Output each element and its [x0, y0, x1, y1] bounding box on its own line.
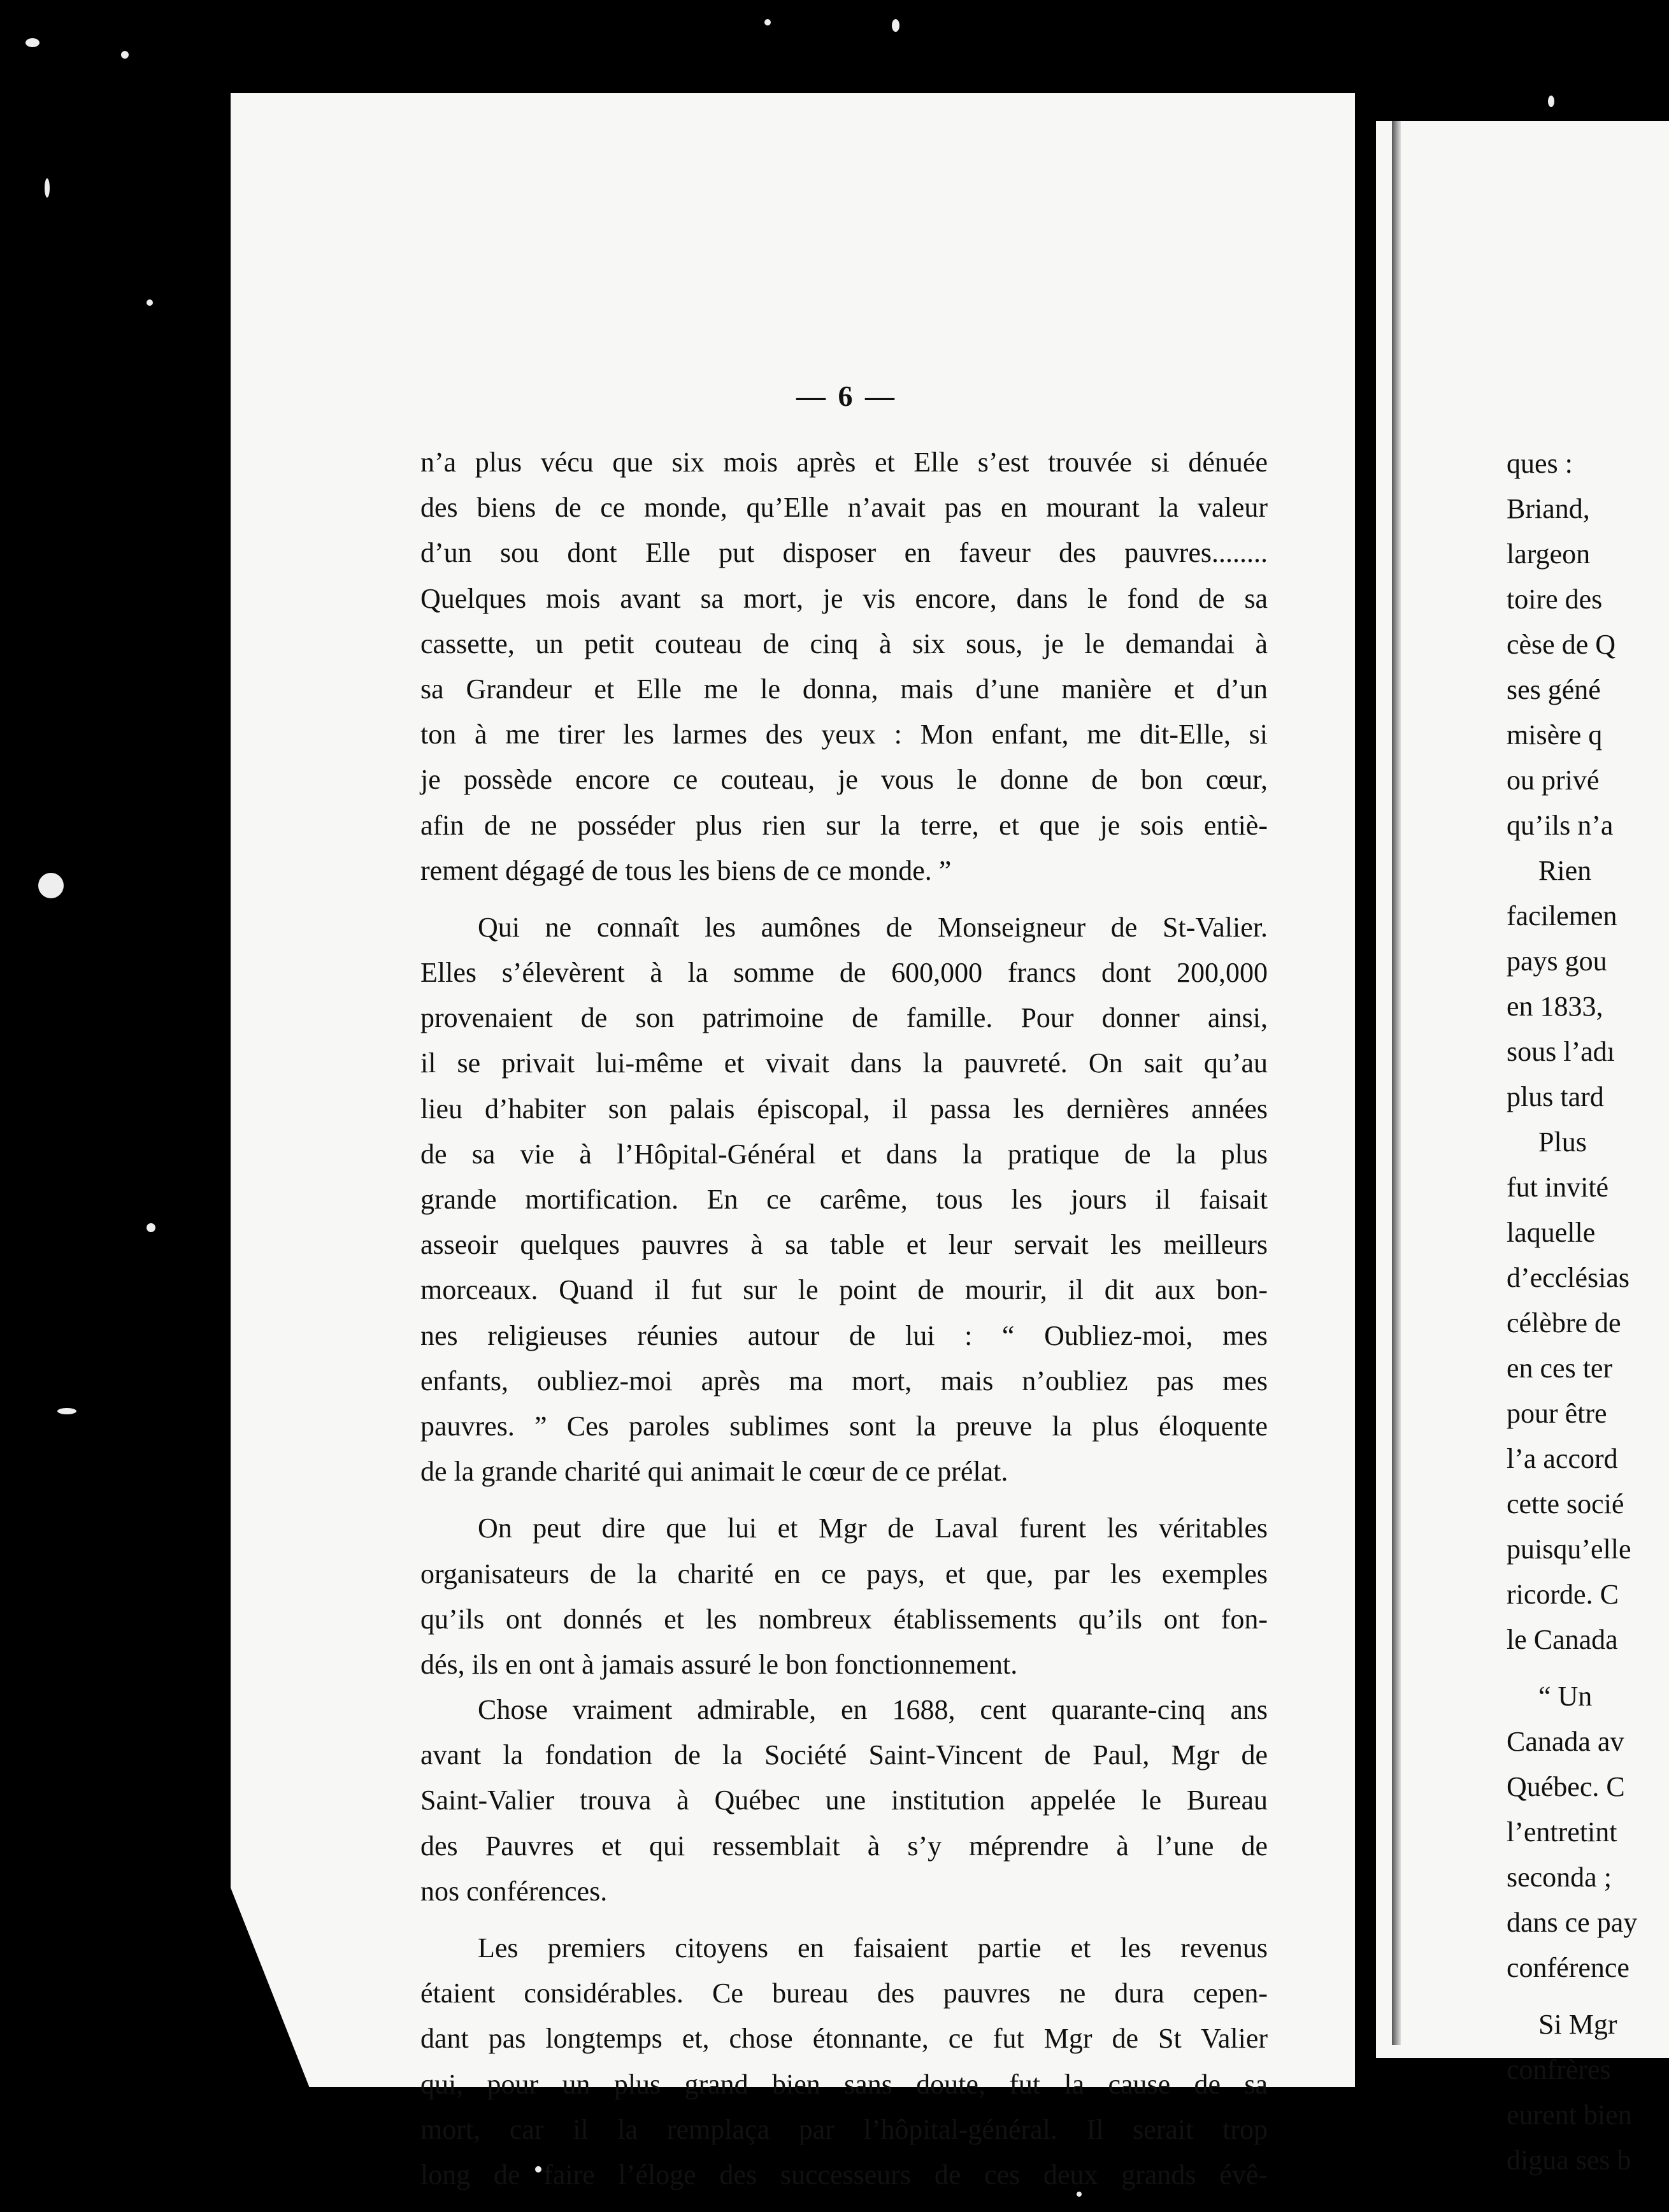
text-line: célèbre de [1507, 1307, 1621, 1339]
text-line: qu’ils n’a [1507, 810, 1614, 841]
text-line [420, 893, 1268, 905]
text-line: des biens de ce monde, qu’Elle n’avait pas en mourant la valeur [420, 492, 1268, 524]
text-line: “ Un [1538, 1681, 1593, 1712]
text-line: misère q [1507, 719, 1603, 750]
text-line: ques : [1507, 448, 1573, 479]
text-line: sous l’adı [1507, 1036, 1615, 1067]
text-line: Canada av [1507, 1726, 1624, 1757]
text-line: pauvres. ” Ces paroles sublimes sont la preuve la plus éloquente [420, 1410, 1268, 1442]
text-line: Chose vraiment admirable, en 1688, cent quarante-cinq ans [478, 1694, 1268, 1726]
text-line: pour être [1507, 1398, 1607, 1429]
text-line [1507, 1662, 1659, 1674]
film-speck [57, 1408, 76, 1414]
text-line: ou privé [1507, 765, 1600, 796]
film-speck [25, 38, 39, 47]
text-line: de la grande charité qui animait le cœur de ce prélat. [420, 1456, 1008, 1488]
text-line: étaient considérables. Ce bureau des pauvres ne dura cepen- [420, 1978, 1268, 2009]
text-line: Saint-Valier trouva à Québec une institution appelée le Bureau [420, 1785, 1268, 1816]
text-line: sa Grandeur et Elle me le donna, mais d’une manière et d’un [420, 673, 1268, 705]
text-line: morceaux. Quand il fut sur le point de mourir, il dit aux bon- [420, 1274, 1268, 1306]
left-page-text [420, 440, 1268, 2197]
text-line: de sa vie à l’Hôpital-Général et dans la pratique de la plus [420, 1138, 1268, 1170]
text-line: il se privait lui-même et vivait dans la pauvreté. On sait qu’au [420, 1047, 1268, 1079]
text-line: dés, ils en ont à jamais assuré le bon fonctionnement. [420, 1648, 1018, 1680]
text-line: Québec. C [1507, 1771, 1625, 1802]
text-line: Plus [1538, 1126, 1587, 1158]
text-line: cette socié [1507, 1488, 1624, 1519]
text-line: mort, car il la remplaça par l’hôpital-général. Il serait trop [420, 2113, 1268, 2145]
text-line: laquelle [1507, 1217, 1596, 1248]
film-speck [147, 1223, 155, 1232]
text-line: afin de ne posséder plus rien sur la terre, et que je sois entiè- [420, 809, 1268, 841]
text-line: plus tard [1507, 1081, 1604, 1112]
text-line: cèse de Q [1507, 629, 1616, 660]
text-line: toire des [1507, 584, 1603, 615]
page-gutter [1392, 121, 1401, 2045]
text-line: facilemen [1507, 900, 1617, 931]
text-line: lieu d’habiter son palais épiscopal, il passa les dernières années [420, 1093, 1268, 1124]
film-speck [1548, 96, 1554, 107]
film-speck [45, 178, 50, 198]
text-line: ricorde. C [1507, 1579, 1619, 1610]
text-line: des Pauvres et qui ressemblait à s’y méprendre à l’une de [420, 1830, 1268, 1862]
text-line: Briand, [1507, 493, 1590, 524]
text-line: en ces ter [1507, 1353, 1613, 1384]
film-speck [892, 19, 899, 32]
text-line: cassette, un petit couteau de cinq à six sous, je le demandai à [420, 628, 1268, 659]
text-line: Les premiers citoyens en faisaient partie et les revenus [478, 1932, 1268, 1964]
text-line: largeon [1507, 538, 1591, 570]
film-speck [38, 873, 64, 898]
right-page-text [1507, 441, 1659, 2176]
text-line: l’a accord [1507, 1443, 1618, 1474]
text-line: confrères [1507, 2054, 1611, 2085]
text-line: asseoir quelques pauvres à sa table et leur servait les meilleurs [420, 1229, 1268, 1261]
text-line: d’ecclésias [1507, 1262, 1630, 1293]
text-line: Quelques mois avant sa mort, je vis encore, dans le fond de sa [420, 582, 1268, 614]
text-line: qui, pour un plus grand bien sans doute, fut la cause de sa [420, 2068, 1268, 2100]
text-line [420, 1914, 1268, 1925]
text-line: n’a plus vécu que six mois après et Elle s’est trouvée si dénuée [420, 447, 1268, 478]
text-line: nes religieuses réunies autour de lui : “ Oubliez-moi, mes [420, 1319, 1268, 1351]
text-line: conférence [1507, 1952, 1630, 1983]
text-line [420, 1494, 1268, 1505]
text-line: Qui ne connaît les aumônes de Monseigneur de St-Valier. [478, 911, 1268, 943]
text-line: le Canada [1507, 1624, 1618, 1655]
text-line: provenaient de son patrimoine de famille. Pour donner ainsi, [420, 1002, 1268, 1034]
text-line: d’un sou dont Elle put disposer en faveur des pauvres........ [420, 537, 1268, 569]
text-line: rement dégagé de tous les biens de ce monde. ” [420, 854, 952, 886]
text-line [1507, 1990, 1659, 2002]
text-line: On peut dire que lui et Mgr de Laval furent les véritables [478, 1512, 1268, 1544]
text-line: ses géné [1507, 674, 1601, 705]
film-speck [121, 51, 129, 59]
text-line: Rien [1538, 855, 1592, 886]
text-line: Si Mgr [1538, 2009, 1617, 2040]
film-speck [764, 19, 771, 25]
text-line: dant pas longtemps et, chose étonnante, ce fut Mgr de St Valier [420, 2023, 1268, 2055]
text-line: eurent bien [1507, 2099, 1632, 2130]
text-line: qu’ils ont donnés et les nombreux établissements qu’ils ont fon- [420, 1603, 1268, 1635]
text-line: en 1833, [1507, 991, 1603, 1022]
text-line: dans ce pay [1507, 1907, 1638, 1938]
text-line: pays gou [1507, 945, 1607, 977]
text-line: nos conférences. [420, 1875, 608, 1907]
text-line: je possède encore ce couteau, je vous le donne de bon cœur, [420, 764, 1268, 796]
page-number: — 6 — [796, 380, 897, 412]
text-line: avant la fondation de la Société Saint-Vincent de Paul, Mgr de [420, 1739, 1268, 1771]
text-line: Elles s’élevèrent à la somme de 600,000 francs dont 200,000 [420, 957, 1268, 989]
text-line: ton à me tirer les larmes des yeux : Mon enfant, me dit-Elle, si [420, 719, 1268, 750]
text-line: long de faire l’éloge des successeurs de ces deux grands évê- [420, 2158, 1268, 2190]
text-line: l’entretint [1507, 1816, 1617, 1848]
text-line: digua ses b [1507, 2144, 1631, 2176]
text-line: seconda ; [1507, 1862, 1612, 1893]
text-line: puisqu’elle [1507, 1533, 1631, 1565]
text-line: organisateurs de la charité en ce pays, et que, par les exemples [420, 1558, 1268, 1590]
text-line: grande mortification. En ce carême, tous les jours il faisait [420, 1184, 1268, 1215]
text-line: fut invité [1507, 1172, 1609, 1203]
text-line: enfants, oubliez-moi après ma mort, mais n’oubliez pas mes [420, 1365, 1268, 1397]
film-speck [147, 299, 153, 306]
